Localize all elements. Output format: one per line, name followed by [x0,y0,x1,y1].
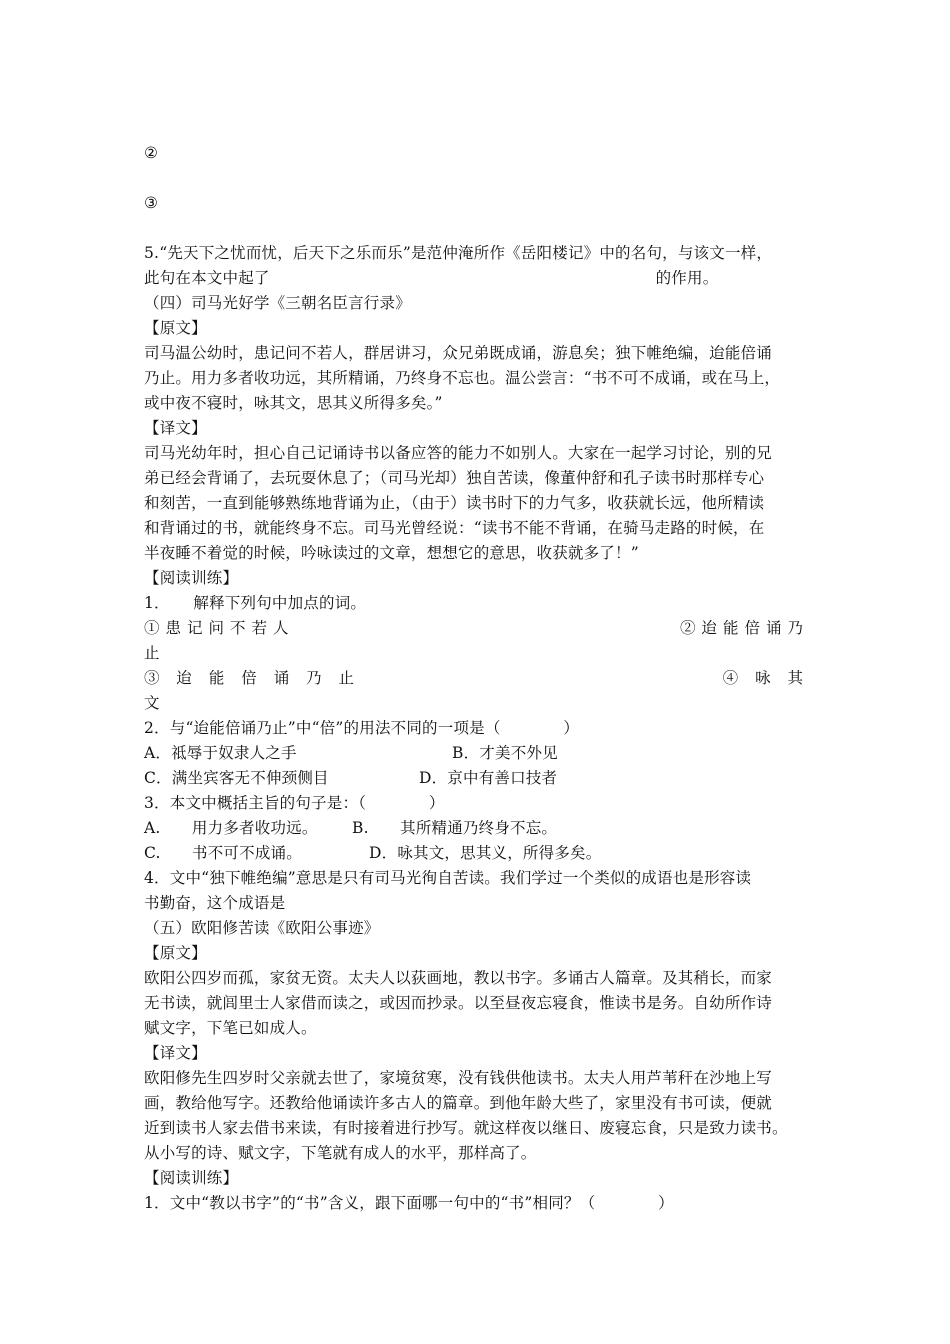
section4-q2: 2．与“迨能倍诵乃止”中“倍”的用法不同的一项是（ ） [144,719,580,737]
q1-item-4: ④ 咏 其 [722,669,809,687]
q3-option-d: D．咏其文，思其义，所得多矣。 [369,844,602,862]
answer-mark-2: ② [144,144,159,162]
section5-training-heading: 【阅读训练】 [144,1169,239,1187]
q5-line2-start: 此句在本文中起了 [144,269,270,287]
q1-item-4-wrap: 文 [144,694,160,712]
q2-option-b: B．才美不外见 [452,744,558,762]
section5-translation-line: 画，教给他写字。还教给他诵读许多古人的篇章。到他年龄大些了，家里没有书可读，便就 [144,1094,773,1112]
q1-item-1: ①患记问不若人 [144,619,295,637]
q2-options-row2 [144,768,809,788]
q3-option-c: C. 书不可不成诵。 [144,844,302,862]
q2-option-d: D．京中有善口技者 [419,769,558,787]
section4-translation-line: 司马光幼年时，担心自己记诵诗书以备应答的能力不如别人。大家在一起学习讨论，别的兄 [144,444,773,462]
section5-original-line: 无书读，就闾里士人家借而读之，或因而抄录。以至昼夜忘寝食，惟读书是务。自幼所作诗 [144,994,773,1012]
q1-item-2: ②迨能倍诵乃 [679,619,809,637]
section5-title: （五）欧阳修苦读《欧阳公事迹》 [144,919,380,937]
section4-q1-row1 [144,618,809,638]
q5-line2 [144,268,809,288]
section4-original-line: 或中夜不寝时，咏其文，思其义所得多矣。” [144,394,443,412]
answer-mark-3: ③ [144,194,159,212]
section5-translation-line: 从小写的诗、赋文字，下笔就有成人的水平，那样高了。 [144,1144,537,1162]
q1-item-3: ③ 迨 能 倍 诵 乃 止 [144,669,361,687]
section4-translation-line: 半夜睡不着觉的时候，吟咏读过的文章，想想它的意思，收获就多了！” [144,544,639,562]
section4-translation-line: 弟已经会背诵了，去玩耍休息了；（司马光却）独自苦读，像董仲舒和孔子读书时那样专心 [144,469,765,487]
q2-options-row1 [144,743,809,763]
q2-option-a: A．祗辱于奴隶人之手 [144,744,297,762]
q5-line1: 5.“先天下之忧而忧，后天下之乐而乐”是范仲淹所作《岳阳楼记》中的名句，与该文一样， [144,244,773,262]
q3-option-a: A. 用力多者收功远。 [144,819,318,837]
q3-option-b: B. 其所精通乃终身不忘。 [352,819,558,837]
q3-options-row2 [144,843,809,863]
section4-original-line: 乃止。用力多者收功远，其所精诵，乃终身不忘也。温公尝言：“书不可不成诵，或在马上， [144,369,781,387]
section4-translation-line: 和背诵过的书，就能终身不忘。司马光曾经说：“读书不能不背诵，在骑马走路的时候，在 [144,519,765,537]
q2-option-c: C．满坐宾客无不伸颈侧目 [144,769,329,787]
section4-q4-line2: 书勤奋，这个成语是 [144,894,286,912]
section5-original-heading: 【原文】 [144,944,207,962]
section5-translation-line: 近到读书人家去借书来读，有时接着进行抄写。就这样夜以继日、废寝忘食，只是致力读书。 [144,1119,788,1137]
section4-q4-line1: 4．文中“独下帷绝编”意思是只有司马光徇自苦读。我们学过一个类似的成语也是形容读 [144,869,752,887]
q1-item-2-wrap: 止 [144,644,160,662]
section4-q3: 3．本文中概括主旨的句子是：（ ） [144,794,445,812]
section4-original-heading: 【原文】 [144,319,207,337]
section4-training-heading: 【阅读训练】 [144,569,239,587]
section5-original-line: 赋文字，下笔已如成人。 [144,1019,317,1037]
section4-translation-heading: 【译文】 [144,419,207,437]
q5-line2-end: 的作用。 [655,269,719,287]
section4-translation-line: 和刻苦，一直到能够熟练地背诵为止，（由于）读书时下的力气多，收获就长远，他所精读 [144,494,765,512]
section5-q1: 1．文中“教以书字”的“书”含义，跟下面哪一句中的“书”相同？（ ） [144,1194,674,1212]
q3-options-row1 [144,818,809,838]
section5-original-line: 欧阳公四岁而孤，家贫无资。太夫人以荻画地，教以书字。多诵古人篇章。及其稍长，而家 [144,969,773,987]
section4-q1: 1． 解释下列句中加点的词。 [144,594,367,612]
section4-title: （四）司马光好学《三朝名臣言行录》 [144,294,411,312]
section4-original-line: 司马温公幼时，患记问不若人，群居讲习，众兄弟既成诵，游息矣；独下帷绝编，迨能倍诵 [144,344,773,362]
section5-translation-line: 欧阳修先生四岁时父亲就去世了，家境贫寒，没有钱供他读书。太夫人用芦苇秆在沙地上写 [144,1069,773,1087]
section5-translation-heading: 【译文】 [144,1044,207,1062]
section4-q1-row2 [144,668,809,688]
